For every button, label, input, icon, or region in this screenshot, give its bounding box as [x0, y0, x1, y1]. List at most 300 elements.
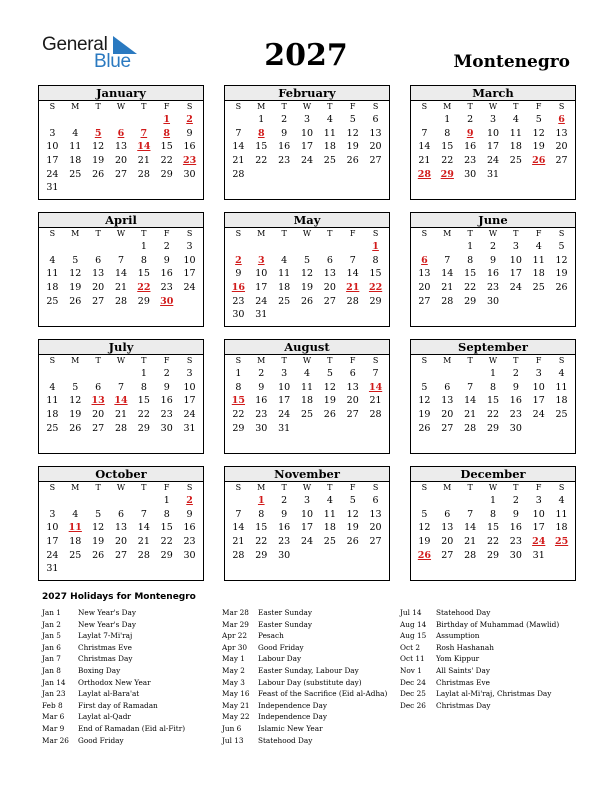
- holiday-name: Statehood Day: [436, 608, 491, 617]
- day: 7: [349, 254, 356, 266]
- day: 11: [323, 508, 336, 520]
- holiday-date: Dec 24: [400, 677, 426, 687]
- day: 27: [323, 295, 336, 307]
- day: 13: [346, 381, 359, 393]
- day: 12: [323, 381, 336, 393]
- day: 19: [69, 409, 82, 421]
- empty-day: [341, 240, 364, 254]
- day: 3: [49, 508, 56, 520]
- logo-text-blue: Blue: [94, 51, 131, 72]
- weekday-label: S: [186, 356, 193, 365]
- weekday-label: T: [327, 483, 333, 492]
- day: 15: [160, 522, 173, 534]
- day: 25: [69, 549, 82, 561]
- day: 23: [278, 155, 291, 167]
- holiday-date: Jan 6: [42, 642, 61, 652]
- weekday-label: M: [443, 483, 452, 492]
- weekday-label: M: [257, 229, 266, 238]
- weekday-label: S: [49, 483, 56, 492]
- day: 26: [346, 536, 359, 548]
- month-title: May: [225, 213, 389, 228]
- month-october: [38, 466, 204, 581]
- holiday-name: Labour Day: [258, 654, 302, 664]
- day: 16: [255, 395, 268, 407]
- day: 25: [278, 295, 291, 307]
- day: 5: [535, 114, 542, 125]
- day: 3: [535, 368, 542, 379]
- day: 21: [464, 536, 477, 548]
- holiday-entry: [42, 653, 185, 665]
- holiday-name: Christmas Day: [78, 654, 133, 664]
- day: 10: [46, 141, 59, 153]
- holiday-name: Good Friday: [258, 642, 304, 652]
- holiday-entry: [222, 619, 387, 631]
- day: 24: [509, 282, 522, 294]
- weekday-label: F: [163, 229, 170, 238]
- day: 29: [137, 422, 150, 434]
- weekday-label: M: [71, 102, 80, 111]
- day: 10: [486, 127, 500, 139]
- day: 2: [163, 368, 170, 379]
- empty-day: [436, 367, 459, 381]
- weekday-label: T: [281, 483, 287, 492]
- day: 8: [372, 254, 379, 266]
- weekday-label: S: [421, 102, 428, 111]
- holiday-date: May 3: [222, 677, 245, 687]
- day: 26: [555, 282, 568, 294]
- day: 18: [278, 282, 291, 294]
- day: 23: [486, 282, 500, 294]
- holiday-name: Independence Day: [258, 712, 327, 722]
- empty-day: [318, 240, 341, 254]
- weekday-label: S: [49, 229, 56, 238]
- day: 2: [258, 368, 265, 379]
- day: 20: [418, 282, 431, 294]
- day: 17: [46, 155, 59, 167]
- holiday-day: 1: [163, 114, 171, 125]
- day: 12: [346, 508, 359, 520]
- day: 13: [369, 508, 382, 520]
- holiday-day: 29: [440, 168, 454, 180]
- day: 20: [92, 282, 105, 294]
- day: 14: [137, 522, 150, 534]
- day: 11: [532, 254, 545, 266]
- weekday-label: F: [535, 483, 542, 492]
- day: 31: [278, 422, 291, 434]
- day: 16: [160, 395, 173, 407]
- day: 5: [558, 241, 565, 252]
- day: 25: [46, 422, 59, 434]
- weekday-label: W: [116, 229, 126, 238]
- day: 29: [255, 549, 268, 561]
- day: 12: [346, 127, 359, 139]
- holiday-day: 21: [346, 282, 360, 294]
- day: 4: [326, 495, 333, 506]
- month-september: [410, 339, 576, 454]
- month-days: [225, 355, 389, 435]
- weekday-label: S: [235, 356, 242, 365]
- holiday-entry: [222, 688, 387, 700]
- day: 17: [46, 536, 59, 548]
- month-may: [224, 212, 390, 327]
- day: 30: [509, 422, 522, 434]
- day: 8: [467, 254, 474, 266]
- holiday-day: 6: [558, 114, 565, 125]
- logo-text-general: General: [42, 34, 108, 55]
- day: 28: [137, 549, 150, 561]
- day: 4: [512, 114, 519, 125]
- day: 8: [444, 127, 451, 139]
- weekday-label: T: [141, 102, 147, 111]
- day: 20: [323, 282, 336, 294]
- day: 6: [372, 495, 379, 506]
- day: 20: [441, 409, 454, 421]
- day: 31: [532, 549, 545, 561]
- holiday-name: Easter Sunday: [258, 619, 313, 629]
- empty-day: [87, 113, 110, 127]
- empty-day: [87, 367, 110, 381]
- month-days: [225, 228, 389, 322]
- holiday-day: 16: [231, 282, 246, 294]
- holiday-day: 9: [466, 127, 474, 139]
- weekday-label: T: [467, 229, 473, 238]
- holiday-entry: [400, 607, 559, 619]
- holiday-entry: [42, 688, 185, 700]
- day: 9: [512, 508, 519, 520]
- day: 7: [117, 381, 125, 393]
- empty-day: [110, 367, 133, 381]
- weekday-label: W: [488, 102, 498, 111]
- weekday-label: F: [163, 356, 170, 365]
- day: 30: [183, 549, 196, 561]
- day: 9: [489, 254, 497, 266]
- month-days: [411, 101, 575, 181]
- holiday-entry: [42, 642, 185, 654]
- holiday-name: Laylat 7-Mi'raj: [78, 631, 133, 641]
- day: 18: [532, 268, 545, 280]
- day: 1: [489, 495, 497, 506]
- day: 16: [183, 522, 196, 534]
- day: 19: [346, 141, 359, 153]
- weekday-label: T: [141, 483, 147, 492]
- day: 26: [418, 422, 431, 434]
- holiday-name: Independence Day: [258, 700, 327, 710]
- day: 9: [186, 127, 193, 139]
- day: 11: [278, 268, 291, 280]
- day: 17: [183, 268, 196, 280]
- weekday-label: S: [372, 229, 379, 238]
- weekday-label: T: [513, 102, 519, 111]
- day: 28: [441, 295, 454, 307]
- month-title: April: [39, 213, 203, 228]
- day: 7: [140, 508, 147, 520]
- holiday-entry: [42, 607, 185, 619]
- day: 15: [486, 395, 500, 407]
- day: 27: [418, 295, 431, 307]
- month-days: [225, 482, 389, 562]
- weekday-label: S: [421, 229, 428, 238]
- holiday-name: Labour Day (substitute day): [258, 677, 362, 687]
- day: 26: [300, 295, 314, 307]
- day: 22: [464, 282, 477, 294]
- day: 11: [300, 381, 314, 393]
- weekday-label: T: [95, 102, 101, 111]
- weekday-label: W: [302, 229, 312, 238]
- day: 18: [46, 282, 59, 294]
- day: 26: [69, 422, 82, 434]
- page-header: [0, 0, 612, 80]
- day: 22: [486, 409, 500, 421]
- weekday-label: T: [327, 356, 333, 365]
- holiday-name: Easter Sunday, Labour Day: [258, 665, 359, 675]
- day: 25: [300, 409, 314, 421]
- day: 3: [512, 241, 519, 252]
- day: 6: [444, 508, 451, 520]
- holiday-entry: [400, 700, 559, 712]
- day: 10: [300, 508, 314, 520]
- month-november: [224, 466, 390, 581]
- weekday-label: T: [513, 229, 519, 238]
- day: 9: [163, 381, 170, 393]
- day: 7: [444, 254, 451, 266]
- day: 26: [346, 155, 359, 167]
- day: 27: [346, 409, 359, 421]
- day: 14: [114, 268, 128, 280]
- empty-day: [132, 494, 155, 508]
- holiday-column: [400, 607, 559, 711]
- day: 19: [555, 268, 568, 280]
- holiday-day: 1: [257, 495, 265, 506]
- day: 9: [163, 254, 170, 266]
- day: 10: [532, 381, 545, 393]
- holiday-date: Aug 15: [400, 631, 427, 641]
- empty-day: [41, 494, 64, 508]
- day: 20: [441, 536, 454, 548]
- empty-day: [41, 240, 64, 254]
- day: 30: [278, 549, 291, 561]
- weekday-label: T: [467, 483, 473, 492]
- day: 1: [235, 368, 242, 379]
- weekday-label: S: [558, 102, 565, 111]
- month-title: February: [225, 86, 389, 101]
- day: 8: [489, 381, 497, 393]
- day: 19: [69, 282, 82, 294]
- holiday-entry: [222, 723, 387, 735]
- weekday-label: F: [163, 102, 170, 111]
- holiday-date: Mar 29: [222, 619, 249, 629]
- day: 18: [509, 141, 522, 153]
- day: 18: [46, 409, 59, 421]
- holiday-entry: [400, 630, 559, 642]
- day: 31: [183, 422, 196, 434]
- day: 17: [255, 282, 268, 294]
- day: 17: [532, 522, 545, 534]
- day: 17: [300, 522, 314, 534]
- holiday-date: Jan 8: [42, 665, 61, 675]
- weekday-label: T: [281, 102, 287, 111]
- day: 30: [255, 422, 268, 434]
- month-days: [411, 355, 575, 435]
- day: 28: [137, 168, 150, 180]
- day: 6: [95, 254, 102, 266]
- day: 21: [418, 155, 431, 167]
- holiday-date: Oct 2: [400, 642, 420, 652]
- day: 20: [369, 522, 382, 534]
- day: 15: [137, 268, 150, 280]
- holiday-date: Jan 5: [42, 631, 61, 641]
- day: 31: [46, 563, 59, 575]
- day: 23: [183, 536, 196, 548]
- day: 17: [300, 141, 314, 153]
- weekday-label: W: [488, 483, 498, 492]
- day: 2: [467, 114, 474, 125]
- day: 11: [46, 268, 59, 280]
- month-february: [224, 85, 390, 200]
- holiday-entry: [42, 711, 185, 723]
- day: 24: [46, 168, 59, 180]
- holiday-name: Orthodox New Year: [78, 677, 151, 687]
- day: 2: [512, 368, 519, 379]
- day: 6: [326, 254, 333, 266]
- day: 24: [46, 549, 59, 561]
- day: 25: [323, 536, 336, 548]
- day: 12: [418, 395, 431, 407]
- day: 28: [346, 295, 359, 307]
- day: 20: [114, 536, 128, 548]
- empty-day: [459, 367, 482, 381]
- day: 16: [160, 268, 173, 280]
- holiday-entry: [222, 665, 387, 677]
- holiday-date: Mar 6: [42, 712, 65, 722]
- day: 8: [258, 508, 265, 520]
- day: 14: [418, 141, 431, 153]
- day: 21: [137, 155, 150, 167]
- day: 28: [232, 168, 245, 180]
- weekday-label: S: [421, 356, 428, 365]
- holiday-day: 26: [417, 549, 432, 561]
- day: 9: [281, 127, 288, 139]
- day: 13: [114, 141, 128, 153]
- day: 6: [117, 508, 125, 520]
- day: 15: [486, 522, 500, 534]
- day: 8: [140, 254, 147, 266]
- day: 4: [326, 114, 333, 125]
- holiday-entry: [222, 607, 387, 619]
- weekday-label: M: [257, 356, 266, 365]
- day: 25: [46, 295, 59, 307]
- day: 13: [92, 268, 105, 280]
- day: 15: [369, 268, 382, 280]
- weekday-label: T: [327, 102, 333, 111]
- holiday-entry: [42, 735, 185, 747]
- day: 15: [464, 268, 477, 280]
- day: 23: [464, 155, 477, 167]
- holiday-date: Feb 8: [42, 700, 63, 710]
- holiday-column: [42, 607, 185, 746]
- holiday-name: End of Ramadan (Eid al-Fitr): [78, 723, 186, 733]
- day: 3: [186, 241, 193, 252]
- month-title: July: [39, 340, 203, 355]
- weekday-label: F: [163, 483, 170, 492]
- holiday-date: Aug 14: [400, 619, 427, 629]
- month-title: August: [225, 340, 389, 355]
- holiday-day: 11: [68, 522, 82, 534]
- weekday-label: W: [488, 229, 498, 238]
- weekday-label: S: [49, 356, 56, 365]
- weekday-label: F: [535, 356, 542, 365]
- day: 27: [555, 155, 568, 167]
- day: 9: [512, 381, 519, 393]
- day: 19: [323, 395, 336, 407]
- month-title: December: [411, 467, 575, 482]
- empty-day: [87, 240, 110, 254]
- day: 19: [346, 522, 359, 534]
- holiday-date: Dec 25: [400, 689, 426, 699]
- month-days: [39, 482, 203, 576]
- day: 2: [281, 495, 288, 506]
- day: 5: [72, 254, 79, 266]
- day: 1: [163, 495, 170, 506]
- day: 28: [369, 409, 382, 421]
- day: 14: [232, 522, 245, 534]
- holiday-date: May 21: [222, 700, 250, 710]
- day: 22: [255, 536, 268, 548]
- day: 5: [421, 508, 428, 520]
- day: 4: [49, 381, 56, 393]
- holiday-date: May 16: [222, 689, 250, 699]
- empty-day: [296, 240, 319, 254]
- month-days: [411, 482, 575, 562]
- holiday-day: 24: [532, 536, 546, 548]
- day: 29: [160, 549, 173, 561]
- day: 25: [323, 155, 336, 167]
- empty-day: [64, 113, 87, 127]
- day: 4: [72, 508, 79, 520]
- holiday-name: Yom Kippur: [436, 654, 480, 664]
- weekday-label: W: [302, 483, 312, 492]
- month-april: [38, 212, 204, 327]
- holiday-day: 2: [186, 114, 193, 125]
- holiday-day: 1: [372, 241, 379, 252]
- weekday-label: S: [235, 483, 242, 492]
- weekday-label: F: [535, 102, 542, 111]
- holiday-entry: [400, 619, 559, 631]
- day: 8: [140, 381, 147, 393]
- day: 1: [444, 114, 451, 125]
- holiday-entry: [400, 677, 559, 689]
- weekday-label: T: [141, 229, 147, 238]
- holiday-name: Christmas Day: [436, 700, 491, 710]
- month-title: January: [39, 86, 203, 101]
- day: 12: [300, 268, 314, 280]
- month-days: [39, 355, 203, 435]
- day: 10: [46, 522, 59, 534]
- day: 4: [303, 368, 311, 379]
- empty-day: [64, 240, 87, 254]
- weekday-label: F: [349, 356, 356, 365]
- day: 7: [235, 508, 242, 520]
- day: 2: [163, 241, 170, 252]
- day: 10: [255, 268, 268, 280]
- day: 29: [464, 295, 477, 307]
- weekday-label: T: [95, 483, 101, 492]
- weekday-label: W: [488, 356, 498, 365]
- day: 10: [509, 254, 522, 266]
- holiday-entry: [400, 642, 559, 654]
- day: 23: [278, 536, 291, 548]
- day: 23: [232, 295, 245, 307]
- holiday-name: All Saints' Day: [436, 665, 490, 675]
